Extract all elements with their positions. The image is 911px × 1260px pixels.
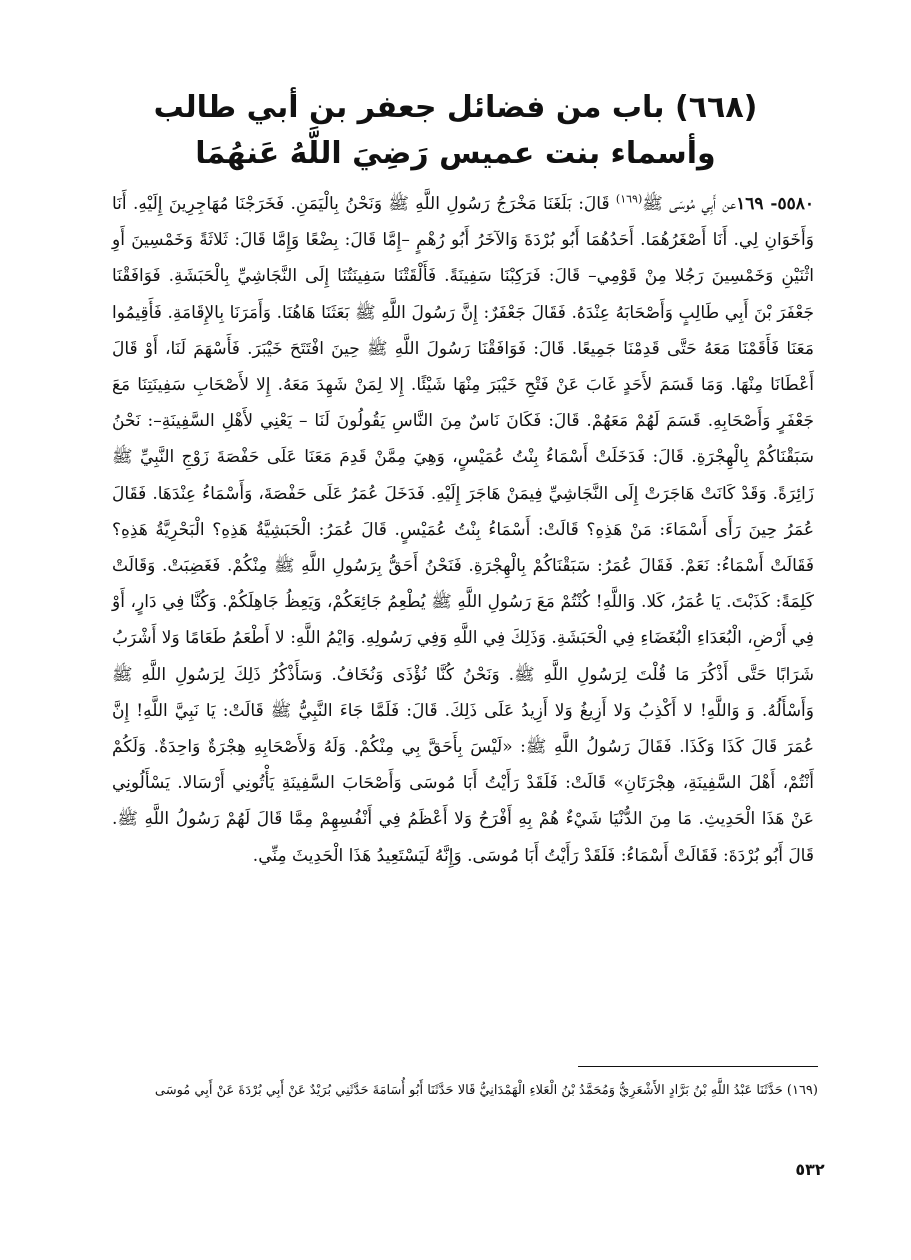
hadith-text-opening: عن أَبِي مُوسَى ﷺ xyxy=(642,194,737,214)
chapter-title-line-1: (٦٦٨) باب من فضائل جعفر بن أبي طالب xyxy=(153,90,758,125)
footnote: (١٦٩) حَدَّثَنَا عَبْدُ اللَّهِ بْنُ بَرَّادٍ الأَشْعَرِيُّ وَمُحَمَّدُ بْنُ الْعَلاءِ الْهَمْدَانِيُّ قَالا حَدَّثَنَا أَبُو أُسَامَةَ حَدَّثَنِي بُرَيْدٌ عَنْ أَبِي بُرْدَةَ عَنْ أَبِي مُوسَى xyxy=(154,1083,818,1098)
hadith-body xyxy=(112,186,814,874)
chapter-title-line-2: وأسماء بنت عميس رَضِيَ اللَّهُ عَنهُمَا xyxy=(195,136,716,171)
hadith-text: قَالَ: بَلَغَنَا مَخْرَجُ رَسُولِ اللَّهِ ﷺ وَنَحْنُ بِالْيَمَنِ. فَخَرَجْنَا مُهَاجِرِينَ إِلَيْهِ. أَنَا وَأَخَوَانِ لِي. أَنَا أَصْغَرُهُمَا. أَحَدُهُمَا أَبُو بُرْدَةَ وَالآخَرُ أَبُو رُهْمٍ –إِمَّا قَالَ: بِضْعًا وَإِمَّا قَالَ: ثَلاثَةً وَخَمْسِينَ أَوِ اثْنَيْنِ وَخَمْسِينَ رَجُلا مِنْ قَوْمِي– قَالَ: فَرَكِبْنَا سَفِينَةً. فَأَلْقَتْنَا سَفِينَتُنَا إِلَى النَّجَاشِيِّ بِالْحَبَشَةِ. فَوَافَقْنَا جَعْفَرَ بْنَ أَبِي طَالِبٍ وَأَصْحَابَهُ عِنْدَهُ. فَقَالَ جَعْفَرٌ: إِنَّ رَسُولَ اللَّهِ ﷺ بَعَثَنَا هَاهُنَا. وَأَمَرَنَا بِالإِقَامَةِ. فَأَقِيمُوا مَعَنَا فَأَقَمْنَا مَعَهُ حَتَّى قَدِمْنَا جَمِيعًا. قَالَ: فَوَافَقْنَا رَسُولَ اللَّهِ ﷺ حِينَ افْتَتَحَ خَيْبَرَ. فَأَسْهَمَ لَنَا، أَوْ قَالَ أَعْطَانَا مِنْهَا. وَمَا قَسَمَ لأَحَدٍ غَابَ عَنْ فَتْحِ خَيْبَرَ مِنْهَا شَيْئًا. إِلا لِمَنْ شَهِدَ مَعَهُ. إِلا لأَصْحَابِ سَفِينَتِنَا مَعَ جَعْفَرٍ وَأَصْحَابِهِ. قَسَمَ لَهُمْ مَعَهُمْ. قَالَ: فَكَانَ نَاسٌ مِنَ النَّاسِ يَقُولُونَ لَنَا – يَعْنِي لأَهْلِ السَّفِينَةِ–: نَحْنُ سَبَقْنَاكُمْ بِالْهِجْرَةِ. قَالَ: فَدَخَلَتْ أَسْمَاءُ بِنْتُ عُمَيْسٍ، وَهِيَ مِمَّنْ قَدِمَ مَعَنَا عَلَى حَفْصَةَ زَوْجِ النَّبِيِّ ﷺ زَائِرَةً. وَقَدْ كَانَتْ هَاجَرَتْ إِلَى النَّجَاشِيِّ فِيمَنْ هَاجَرَ إِلَيْهِ. فَدَخَلَ عُمَرُ عَلَى حَفْصَةَ، وَأَسْمَاءُ عِنْدَهَا. فَقَالَ عُمَرُ حِينَ رَأَى أَسْمَاءَ: مَنْ هَذِهِ؟ قَالَتْ: أَسْمَاءُ بِنْتُ عُمَيْسٍ. قَالَ عُمَرُ: الْحَبَشِيَّةُ هَذِهِ؟ الْبَحْرِيَّةُ هَذِهِ؟ فَقَالَتْ أَسْمَاءُ: نَعَمْ. فَقَالَ عُمَرُ: سَبَقْنَاكُمْ بِالْهِجْرَةِ. فَنَحْنُ أَحَقُّ بِرَسُولِ اللَّهِ ﷺ مِنْكُمْ. فَغَضِبَتْ. وَقَالَتْ كَلِمَةً: كَذَبْتَ. يَا عُمَرُ، كَلا. وَاللَّهِ! كُنْتُمْ مَعَ رَسُولِ اللَّهِ ﷺ يُطْعِمُ جَائِعَكُمْ، وَيَعِظُ جَاهِلَكُمْ. وَكُنَّا فِي دَارٍ، أَوْ فِي أَرْضِ، الْبُعَدَاءِ الْبُغَضَاءِ فِي الْحَبَشَةِ. وَذَلِكَ فِي اللَّهِ وَفِي رَسُولِهِ. وَايْمُ اللَّهِ: لا أَطْعَمُ طَعَامًا وَلا أَشْرَبُ شَرَابًا حَتَّى أَذْكُرَ مَا قُلْتَ لِرَسُولِ اللَّهِ ﷺ. وَنَحْنُ كُنَّا نُؤْذَى وَنُخَافُ. وَسَأَذْكُرُ ذَلِكَ لِرَسُولِ اللَّهِ ﷺ وَأَسْأَلُهُ. وَ وَاللَّهِ! لا أَكْذِبُ وَلا أَزِيغُ وَلا أَزِيدُ عَلَى ذَلِكَ. قَالَ: فَلَمَّا جَاءَ النَّبِيُّ ﷺ قَالَتْ: يَا نَبِيَّ اللَّهِ! إِنَّ عُمَرَ قَالَ كَذَا وَكَذَا. فَقَالَ رَسُولُ اللَّهِ ﷺ: «لَيْسَ بِأَحَقَّ بِي مِنْكُمْ. وَلَهُ وَلأَصْحَابِهِ هِجْرَةٌ وَاحِدَةٌ. وَلَكُمْ أَنْتُمْ، أَهْلَ السَّفِينَةِ، هِجْرَتَانِ» قَالَتْ: فَلَقَدْ رَأَيْتُ أَبَا مُوسَى وَأَصْحَابَ السَّفِينَةِ يَأْتُونِي أَرْسَالا. يَسْأَلُونِي عَنْ هَذَا الْحَدِيثِ. مَا مِنَ الدُّنْيَا شَيْءٌ هُمْ بِهِ أَفْرَحُ وَلا أَعْظَمُ فِي أَنْفُسِهِمْ مِمَّا قَالَ لَهُمْ رَسُولُ اللَّهِ ﷺ. قَالَ أَبُو بُرْدَةَ: فَقَالَتْ أَسْمَاءُ: فَلَقَدْ رَأَيْتُ أَبَا مُوسَى. وَإِنَّهُ لَيَسْتَعِيدُ هَذَا الْحَدِيثَ مِنِّي. xyxy=(112,194,814,866)
page-number: ٥٣٢ xyxy=(795,1160,825,1179)
footnote-reference-mark: (١٦٩) xyxy=(615,192,643,206)
footnote-divider xyxy=(578,1066,818,1067)
hadith-number: ٥٥٨٠- ١٦٩ xyxy=(736,194,815,214)
